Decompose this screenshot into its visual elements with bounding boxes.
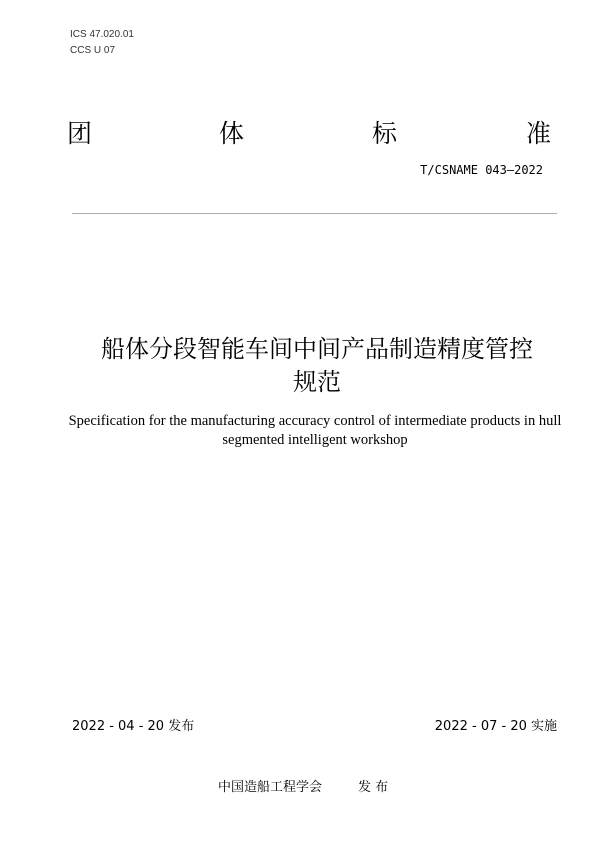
standard-code: T/CSNAME 043—2022 bbox=[420, 163, 543, 177]
standard-type-char: 团 bbox=[67, 119, 93, 148]
publisher-name: 中国造船工程学会 bbox=[218, 780, 323, 795]
standard-type-char: 标 bbox=[372, 119, 398, 148]
publish-label: 发 布 bbox=[358, 780, 389, 795]
divider bbox=[72, 213, 557, 214]
ics-code: ICS 47.020.01 bbox=[70, 29, 134, 40]
ccs-code: CCS U 07 bbox=[70, 45, 116, 56]
title-en-line1: Specification for the manufacturing accuracy control of intermediate products in hull bbox=[68, 413, 562, 429]
standard-type-char: 体 bbox=[219, 119, 245, 148]
title-zh-line1: 船体分段智能车间中间产品制造精度管控 bbox=[101, 335, 533, 363]
title-en-line2: segmented intelligent workshop bbox=[222, 432, 408, 448]
title-zh-line2: 规范 bbox=[293, 368, 341, 396]
standard-type-char: 准 bbox=[526, 119, 552, 148]
issue-date: 2022 - 04 - 20 发布 bbox=[72, 719, 195, 734]
implementation-date: 2022 - 07 - 20 实施 bbox=[434, 719, 557, 734]
